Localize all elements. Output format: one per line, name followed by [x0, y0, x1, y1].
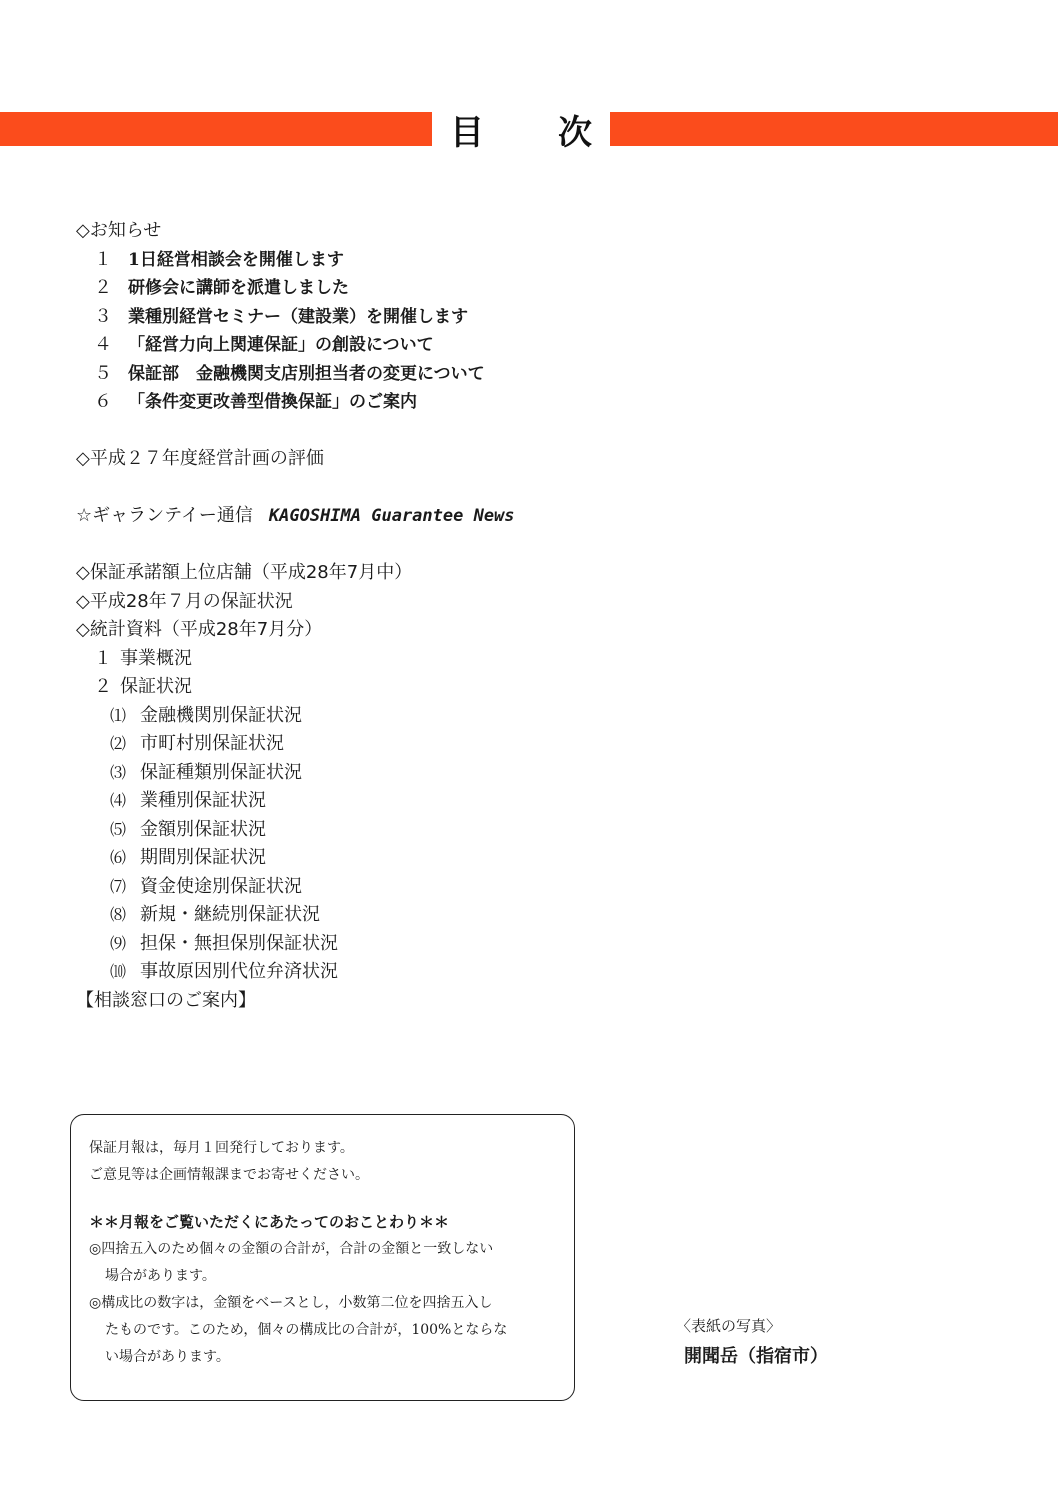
toc-item-num: ⑹ [110, 848, 127, 867]
toc-stats-item[interactable] [76, 702, 976, 731]
toc-item-num: ⑻ [110, 905, 127, 924]
toc-item-text: 保証部 金融機関支店別担当者の変更について [128, 363, 485, 384]
toc-item-text: 「条件変更改善型借換保証」のご案内 [128, 392, 417, 412]
toc-stats-item[interactable] [76, 930, 976, 959]
toc-item-text: 金額別保証状況 [140, 818, 266, 840]
toc-item[interactable] [76, 388, 976, 417]
cover-place: 開聞岳（指宿市） [684, 1346, 828, 1367]
toc-item-num: ⑶ [110, 762, 127, 782]
toc-stats-item[interactable] [76, 759, 976, 788]
guarantee-news-english: KAGOSHIMA Guarantee News [268, 506, 515, 526]
toc-item-text: 業種別経営セミナー（建設業）を開催します [128, 306, 468, 327]
toc-item-text: 事業概況 [120, 647, 192, 669]
toc-item-num: ⑼ [110, 933, 127, 953]
toc-item-text: 金融機関別保証状況 [140, 704, 302, 726]
toc-item-num: １ [94, 248, 112, 270]
toc-item-num: ２ [94, 676, 112, 697]
toc-item-num: ⑴ [110, 705, 127, 725]
page-title [432, 106, 610, 152]
toc-item[interactable] [76, 303, 976, 332]
toc-item-num: ４ [94, 334, 112, 355]
guarantee-news-prefix: ☆ギャランテイー通信 [76, 505, 253, 526]
note-line: 場合があります。 [105, 1268, 216, 1284]
toc-ranking[interactable]: ◇保証承諾額上位店舗（平成28年7月中） [76, 562, 413, 583]
note-line: ◎構成比の数字は，金額をベースとし，小数第二位を四捨五入し [89, 1295, 493, 1311]
toc-guarantee-news[interactable] [76, 502, 976, 531]
table-of-contents [76, 217, 976, 1015]
toc-stats-item[interactable] [76, 901, 976, 930]
note-line: 保証月報は，毎月１回発行しております。 [89, 1140, 354, 1156]
notice-heading: ◇お知らせ [76, 220, 162, 241]
toc-stats-heading[interactable]: ◇統計資料（平成28年7月分） [76, 619, 323, 640]
toc-item-num: ３ [94, 305, 112, 327]
toc-status[interactable]: ◇平成28年７月の保証状況 [76, 590, 293, 612]
title-bar-right [610, 112, 1058, 146]
toc-item[interactable] [76, 331, 976, 360]
toc-stats-item[interactable] [76, 816, 976, 845]
toc-item-text: 市町村別保証状況 [140, 733, 284, 754]
title-char-2: 次 [558, 112, 592, 153]
toc-stats-sub[interactable] [76, 673, 976, 702]
toc-item-num: ２ [94, 277, 112, 298]
title-bar-left [0, 112, 432, 146]
toc-item-text: 「経営力向上関連保証」の創設について [128, 335, 434, 355]
cover-caption [676, 1315, 828, 1368]
toc-item-num: ⑺ [110, 876, 127, 896]
toc-stats-item[interactable] [76, 873, 976, 902]
toc-item-num: ⑸ [110, 819, 127, 839]
note-line: い場合があります。 [105, 1349, 230, 1365]
note-line: たものです。このため，個々の構成比の合計が，100%とならな [105, 1322, 508, 1338]
note-line: ◎四捨五入のため個々の金額の合計が，合計の金額と一致しない [89, 1241, 494, 1257]
toc-item-num: １ [94, 647, 112, 669]
toc-item[interactable] [76, 274, 976, 303]
toc-item-text: 事故原因別代位弁済状況 [140, 961, 338, 982]
toc-item[interactable] [76, 246, 976, 275]
toc-item-text: 1日経営相談会を開催します [128, 249, 344, 270]
toc-item-num: ⑽ [110, 962, 127, 981]
notice-box [70, 1114, 575, 1401]
toc-item-text: 業種別保証状況 [140, 790, 266, 811]
title-char-1: 目 [450, 112, 484, 153]
toc-item-text: 新規・継続別保証状況 [140, 904, 320, 925]
toc-item-num: ⑷ [110, 791, 127, 810]
toc-item-num: ⑵ [110, 734, 127, 753]
toc-item-text: 研修会に講師を派遣しました [128, 278, 349, 298]
toc-stats-item[interactable] [76, 958, 976, 987]
toc-consultation[interactable]: 【相談窓口のご案内】 [76, 989, 256, 1011]
toc-item-text: 保証状況 [120, 676, 192, 697]
toc-stats-item[interactable] [76, 730, 976, 759]
note-line: ご意見等は企画情報課までお寄せください。 [89, 1167, 369, 1183]
toc-item-num: ６ [94, 391, 112, 412]
toc-item-text: 担保・無担保別保証状況 [140, 932, 338, 954]
toc-item-num: ５ [94, 362, 112, 384]
toc-item-text: 保証種類別保証状況 [140, 761, 302, 783]
cover-label: 〈表紙の写真〉 [676, 1317, 782, 1335]
toc-stats-item[interactable] [76, 787, 976, 816]
toc-item-text: 資金使途別保証状況 [140, 875, 302, 897]
toc-stats-sub[interactable] [76, 645, 976, 674]
toc-item-text: 期間別保証状況 [140, 847, 266, 868]
note-heading: ＊＊月報をご覧いただくにあたってのおことわり＊＊ [89, 1213, 450, 1231]
toc-stats-item[interactable] [76, 844, 976, 873]
toc-item[interactable] [76, 360, 976, 389]
toc-evaluation[interactable]: ◇平成２７年度経営計画の評価 [76, 448, 324, 469]
